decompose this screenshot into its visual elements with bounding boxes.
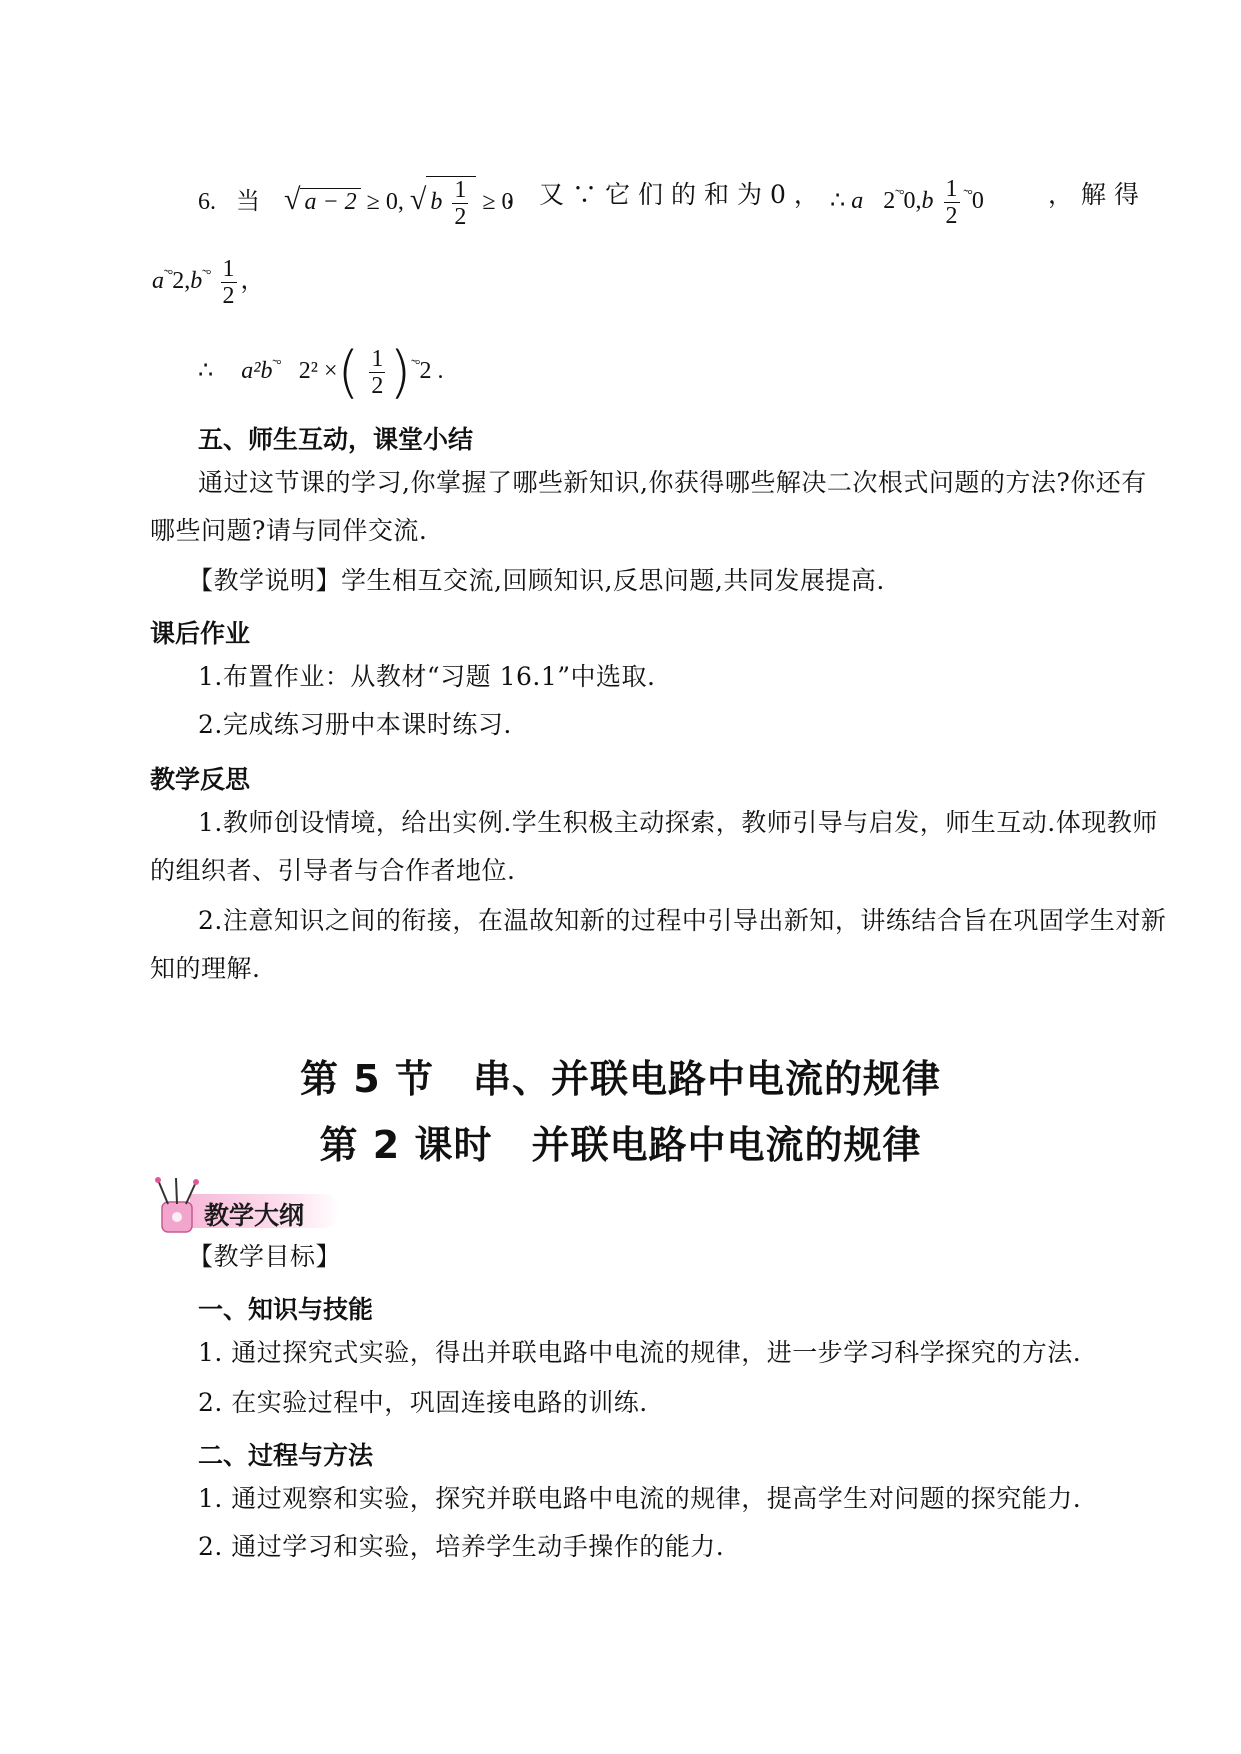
item-number: 6. bbox=[198, 189, 216, 216]
teaching-note: 【教学说明】学生相互交流,回顾知识,反思问题,共同发展提高. bbox=[188, 566, 885, 595]
eq-var-a: a bbox=[851, 188, 864, 215]
two-squared: 2² bbox=[298, 358, 318, 385]
math-line-1: 6. 当 √ a − 2 ≥ 0, √ b $\frac{1}{2}$ ≥ 0 bbox=[198, 177, 514, 230]
garbled-symbol: ˜° bbox=[895, 188, 904, 204]
math-line-2 bbox=[152, 256, 265, 309]
garbled-symbol-2: ˜° bbox=[963, 188, 972, 204]
outline-badge bbox=[150, 1180, 340, 1236]
result-a: a bbox=[152, 268, 164, 295]
reflection-1b: 的组织者、引导者与合作者地位. bbox=[150, 856, 516, 885]
times-symbol: × bbox=[323, 358, 338, 385]
eq-zero: 0, bbox=[903, 188, 922, 215]
homework-heading: 课后作业 bbox=[150, 619, 251, 648]
section-5-paragraph-1: 通过这节课的学习,你掌握了哪些新知识,你获得哪些解决二次根式问题的方法?你还有 bbox=[198, 468, 1147, 497]
solve-text bbox=[1048, 180, 1147, 210]
process-item-2: 2. 通过学习和实验，培养学生动手操作的能力. bbox=[198, 1532, 725, 1561]
line3-num: 1 bbox=[371, 346, 384, 372]
garbled-symbol-3: ˜° bbox=[164, 268, 173, 284]
knowledge-item-2: 2. 在实验过程中，巩固连接电路的训练. bbox=[198, 1388, 648, 1417]
frac-num: 1 bbox=[454, 177, 467, 203]
line3-den: 2 bbox=[371, 373, 384, 399]
knowledge-item-1: 1. 通过探究式实验，得出并联电路中电流的规律，进一步学习科学探究的方法. bbox=[198, 1338, 1082, 1367]
expr-a2b: a²b bbox=[241, 358, 273, 385]
math-line-3: ∴ a²b˜° 2² ×( $\frac{1}{2}$ )˜°2 . bbox=[198, 340, 444, 405]
math-line-1-text bbox=[506, 180, 827, 210]
eq-minus-2: 2 bbox=[883, 188, 896, 215]
section-5-paragraph-2: 哪些问题?请与同伴交流. bbox=[150, 516, 428, 545]
goal-heading: 【教学目标】 bbox=[188, 1242, 342, 1271]
eq-zero-2: 0 bbox=[971, 188, 984, 215]
knowledge-heading: 一、知识与技能 bbox=[198, 1295, 374, 1324]
sqrt-a-minus-2: a − 2 bbox=[300, 188, 360, 216]
reflection-1a: 1.教师创设情境，给出实例.学生积极主动探索，教师引导与启发，师生互动.体现教师 bbox=[198, 808, 1158, 837]
therefore-symbol-2: ∴ bbox=[198, 358, 214, 385]
reflection-2b: 知的理解. bbox=[150, 954, 261, 983]
geq-zero-1: ≥ 0, bbox=[366, 189, 404, 216]
result-a-value: 2, bbox=[172, 268, 191, 295]
jiede-text: ，解得 bbox=[1048, 180, 1148, 209]
therefore-symbol: ∴ bbox=[830, 188, 846, 215]
line3-result: 2 . bbox=[419, 358, 444, 385]
reflection-2a: 2.注意知识之间的衔接，在温故知新的过程中引导出新知，讲练结合旨在巩固学生对新 bbox=[198, 906, 1167, 935]
pen-holder-icon bbox=[150, 1176, 206, 1236]
result-b: b bbox=[190, 268, 203, 295]
garbled-symbol-6: ˜° bbox=[411, 358, 420, 374]
line2-end: ， bbox=[240, 268, 265, 295]
chapter-title: 第 5 节 串、并联电路中电流的规律 bbox=[300, 1057, 941, 1101]
lesson-title: 第 2 课时 并联电路中电流的规律 bbox=[319, 1123, 922, 1167]
homework-item-2: 2.完成练习册中本课时练习. bbox=[198, 710, 512, 739]
sum-is-zero-text: ，又∵它们的和为0， bbox=[506, 180, 827, 209]
garbled-symbol-5: ˜° bbox=[272, 358, 281, 374]
section-5-heading: 五、师生互动，课堂小结 bbox=[198, 425, 474, 454]
badge-label: 教学大纲 bbox=[204, 1201, 305, 1230]
reflection-heading: 教学反思 bbox=[150, 765, 251, 794]
frac2-num: 1 bbox=[945, 176, 958, 202]
geq-zero-2: ≥ 0 bbox=[482, 189, 514, 216]
var-b: b bbox=[430, 189, 443, 216]
eq-var-b: b bbox=[921, 188, 934, 215]
frac-den: 2 bbox=[454, 204, 467, 230]
result-b-den: 2 bbox=[222, 283, 235, 309]
process-heading: 二、过程与方法 bbox=[198, 1441, 374, 1470]
frac2-den: 2 bbox=[945, 203, 958, 229]
garbled-symbol-4: ˜° bbox=[202, 268, 211, 284]
result-b-num: 1 bbox=[222, 256, 235, 282]
math-line-1-right bbox=[830, 176, 984, 229]
process-item-1: 1. 通过观察和实验，探究并联电路中电流的规律，提高学生对问题的探究能力. bbox=[198, 1484, 1082, 1513]
word-dang: 当 bbox=[236, 187, 260, 216]
homework-item-1: 1.布置作业：从教材“习题 16.1”中选取. bbox=[198, 662, 656, 691]
